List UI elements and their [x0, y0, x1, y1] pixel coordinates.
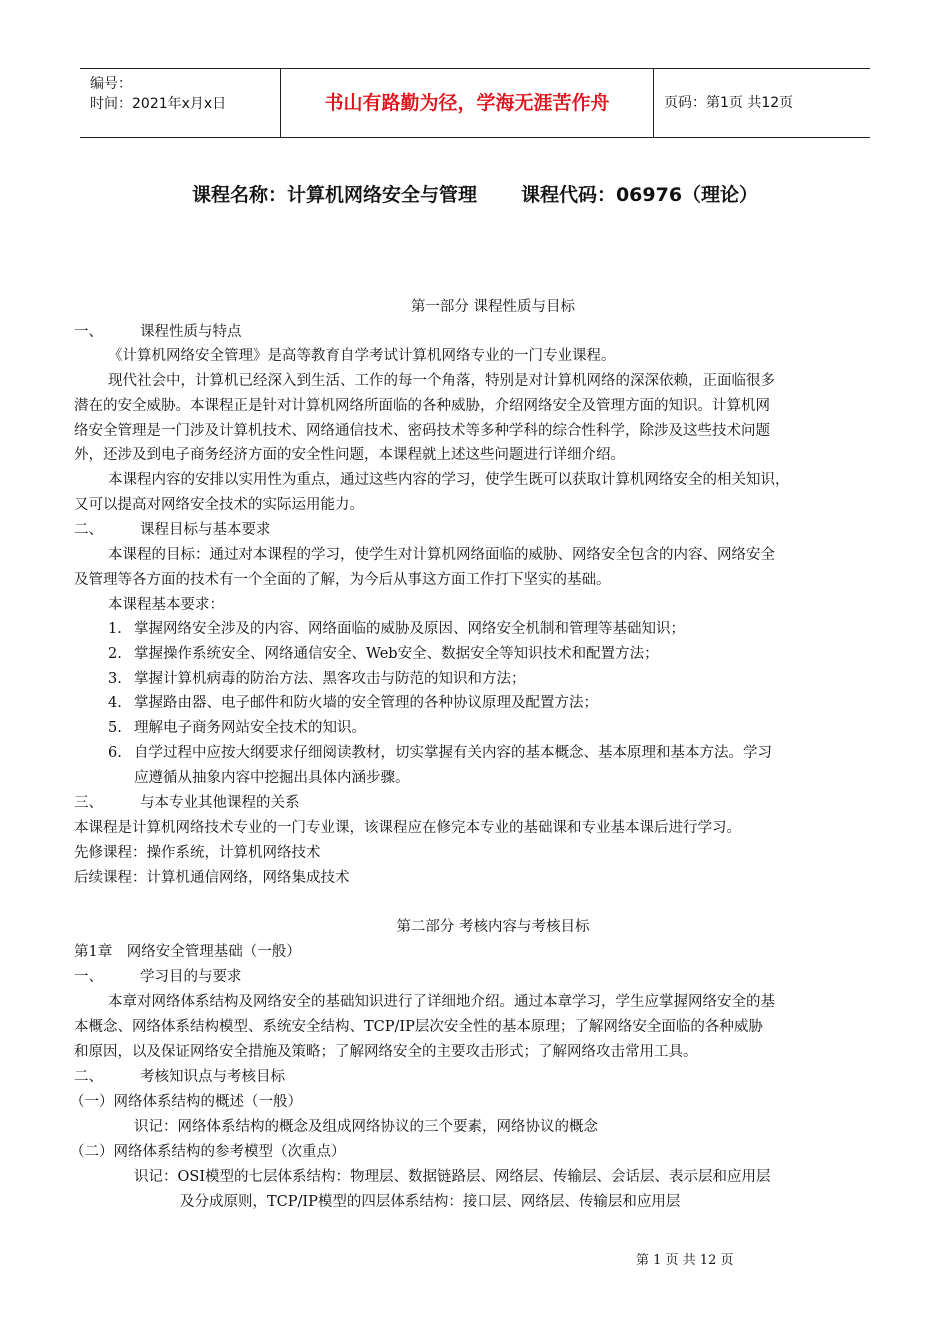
list-number: 3. [108, 671, 122, 687]
paragraph-line: 络安全管理是一门涉及计算机技术、网络通信技术、密码技术等多种学科的综合性科学，除涉及这些技术问题 [74, 423, 770, 439]
header-page-info: 页码：第1页 共12页 [664, 95, 794, 111]
knowledge-note: 识记：网络体系结构的概念及组成网络协议的三个要素，网络协议的概念 [134, 1119, 598, 1135]
part1-heading: 第一部分 课程性质与目标 [410, 299, 576, 315]
paragraph-line: 及管理等各方面的技术有一个全面的了解，为今后从事这方面工作打下坚实的基础。 [74, 572, 611, 588]
list-item [108, 744, 772, 762]
list-number: 2. [108, 646, 122, 662]
section-heading [74, 323, 242, 341]
paragraph-line: 《计算机网络安全管理》是高等教育自学考试计算机网络专业的一门专业课程。 [108, 348, 616, 364]
list-number: 6. [108, 745, 122, 761]
document-header [80, 68, 870, 138]
course-name: 课程名称：计算机网络安全与管理 [191, 184, 477, 206]
knowledge-note: 识记：OSI模型的七层体系结构：物理层、数据链路层、网络层、传输层、会话层、表示层和应用层 [134, 1169, 771, 1185]
course-code: 课程代码：06976（理论） [520, 184, 759, 206]
paragraph-line: 和原因，以及保证网络安全措施及策略；了解网络安全的主要攻击形式；了解网络攻击常用工具。 [74, 1044, 698, 1060]
list-number: 4. [108, 695, 122, 711]
section-number: 二、 [74, 522, 103, 538]
section-number: 一、 [74, 324, 103, 340]
section-title: 课程目标与基本要求 [140, 522, 271, 538]
section-title: 与本专业其他课程的关系 [140, 795, 300, 811]
list-item [108, 719, 366, 737]
date-label: 时间：2021年x月x日 [90, 96, 227, 112]
list-text: 掌握计算机病毒的防治方法、黑客攻击与防范的知识和方法； [134, 671, 526, 687]
section-number: 一、 [74, 969, 103, 985]
knowledge-point: （一）网络体系结构的概述（一般） [70, 1094, 302, 1110]
section-title: 考核知识点与考核目标 [140, 1069, 285, 1085]
paragraph-line: 现代社会中，计算机已经深入到生活、工作的每一个角落，特别是对计算机网络的深深依赖，正面临很多 [108, 373, 775, 389]
paragraph-line: 本章对网络体系结构及网络安全的基础知识进行了详细地介绍。通过本章学习，学生应掌握网络安全的基 [108, 994, 775, 1010]
section-heading [74, 521, 271, 539]
paragraph-line: 本课程是计算机网络技术专业的一门专业课，该课程应在修完本专业的基础课和专业基本课后进行学习。 [74, 820, 741, 836]
paragraph-line: 本课程内容的安排以实用性为重点，通过这些内容的学习，使学生既可以获取计算机网络安全的相关知识， [108, 472, 790, 488]
section-heading [74, 1068, 285, 1086]
section-title: 学习目的与要求 [140, 969, 242, 985]
list-item [108, 694, 598, 712]
paragraph-line: 潜在的安全威胁。本课程正是针对计算机网络所面临的各种威胁，介绍网络安全及管理方面的知识。计算机网 [74, 398, 770, 414]
list-item-continuation: 应遵循从抽象内容中挖掘出具体内涵步骤。 [134, 770, 410, 786]
knowledge-point: （二）网络体系结构的参考模型（次重点） [70, 1144, 346, 1160]
list-item [108, 620, 685, 638]
section-number: 三、 [74, 795, 103, 811]
section-title: 课程性质与特点 [140, 324, 242, 340]
list-text: 自学过程中应按大纲要求仔细阅读教材，切实掌握有关内容的基本概念、基本原理和基本方法。学习 [134, 745, 772, 761]
list-text: 掌握操作系统安全、网络通信安全、Web安全、数据安全等知识技术和配置方法； [134, 646, 659, 662]
section-heading [74, 968, 242, 986]
chapter-heading: 第1章 网络安全管理基础（一般） [74, 944, 301, 960]
course-title [0, 180, 950, 207]
list-item [108, 645, 659, 663]
list-text: 掌握网络安全涉及的内容、网络面临的威胁及原因、网络安全机制和管理等基础知识； [134, 621, 685, 637]
list-item [108, 670, 526, 688]
list-number: 1. [108, 621, 122, 637]
list-text: 理解电子商务网站安全技术的知识。 [134, 720, 366, 736]
list-text: 掌握路由器、电子邮件和防火墙的安全管理的各种协议原理及配置方法； [134, 695, 598, 711]
section-number: 二、 [74, 1069, 103, 1085]
header-meta-cell [80, 69, 281, 137]
prerequisite-courses: 先修课程：操作系统，计算机网络技术 [74, 845, 321, 861]
header-motto: 书山有路勤为径，学海无涯苦作舟 [281, 69, 654, 137]
number-label: 编号： [90, 76, 132, 92]
requirements-intro: 本课程基本要求： [108, 597, 224, 613]
part2-heading: 第二部分 考核内容与考核目标 [396, 919, 590, 935]
follow-up-courses: 后续课程：计算机通信网络，网络集成技术 [74, 870, 350, 886]
paragraph-line: 本概念、网络体系结构模型、系统安全结构、TCP/IP层次安全性的基本原理；了解网络安全面临的各种威胁 [74, 1019, 763, 1035]
knowledge-note: 及分成原则，TCP/IP模型的四层体系结构：接口层、网络层、传输层和应用层 [180, 1194, 681, 1210]
list-number: 5. [108, 720, 122, 736]
section-heading [74, 794, 300, 812]
paragraph-line: 外，还涉及到电子商务经济方面的安全性问题，本课程就上述这些问题进行详细介绍。 [74, 447, 625, 463]
paragraph-line: 又可以提高对网络安全技术的实际运用能力。 [74, 497, 364, 513]
paragraph-line: 本课程的目标：通过对本课程的学习，使学生对计算机网络面临的威胁、网络安全包含的内容、网络安全 [108, 547, 775, 563]
page-footer: 第 1 页 共 12 页 [636, 1253, 734, 1268]
